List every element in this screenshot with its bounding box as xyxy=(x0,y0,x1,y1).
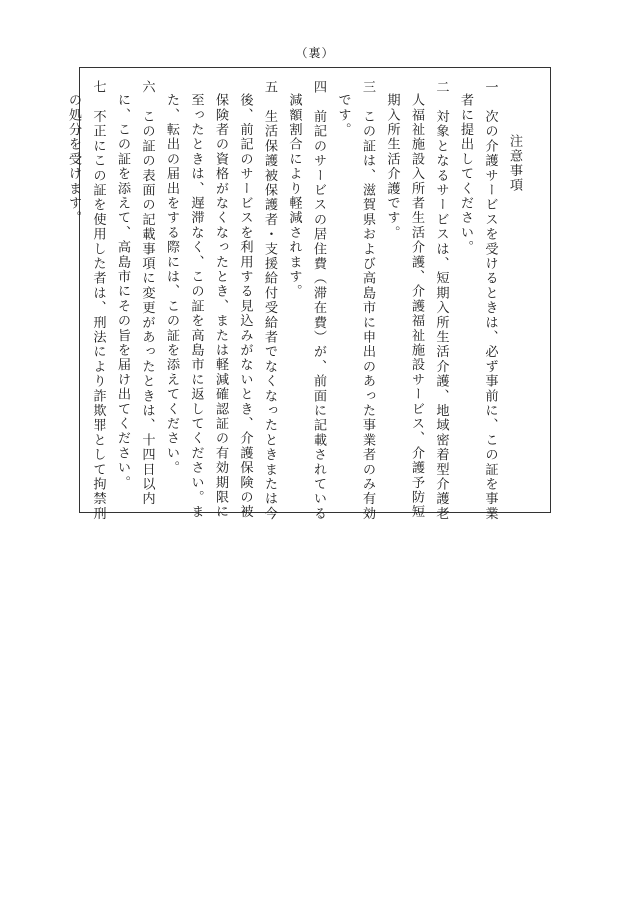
note-item-1-number: 一 xyxy=(482,80,498,95)
note-item-7-line-2: の処分を受けます。 xyxy=(66,93,81,226)
note-item-2 xyxy=(379,80,453,522)
note-item-5-line-4: 至ったときは、遅滞なく、この証を高島市に返してください。ま xyxy=(188,93,204,520)
note-item-6-text: この証の表面の記載事項に変更があったときは、十四日以内 xyxy=(139,109,155,507)
note-item-5-line-1 xyxy=(257,80,282,522)
notice-frame xyxy=(66,67,551,522)
note-item-6-line-1 xyxy=(134,80,159,507)
note-item-5-line-2: 後、前記のサービスを利用する見込みがないとき、介護保険の被 xyxy=(237,93,253,520)
note-item-2-text: 対象となるサービスは、短期入所生活介護、地域密着型介護老 xyxy=(433,109,449,522)
notes-text-column xyxy=(61,80,527,522)
note-item-2-line-3: 期入所生活介護です。 xyxy=(384,93,400,240)
note-item-5-number: 五 xyxy=(262,80,277,95)
note-item-5-line-5: た、転出の届出をする際には、この証を添えてください。 xyxy=(164,93,179,476)
page-side-label: （裏） xyxy=(295,46,335,60)
note-item-6-line-2: に、この証を添えて、高島市にその旨を届け出てください。 xyxy=(115,93,130,490)
note-item-5-line-3: 保険者の資格がなくなったとき、または軽減確認証の有効期限に xyxy=(213,93,228,520)
note-item-4-number: 四 xyxy=(311,80,326,95)
note-item-1-text: 次の介護サービスを受けるときは、必ず事前に、この証を事業 xyxy=(482,109,498,522)
note-item-2-number: 二 xyxy=(433,80,449,95)
note-item-4 xyxy=(281,80,330,522)
note-item-2-line-1 xyxy=(428,80,453,522)
note-item-3-line-2: です。 xyxy=(335,93,351,138)
note-item-3-line-1 xyxy=(355,80,380,522)
note-item-3 xyxy=(330,80,379,522)
note-item-3-number: 三 xyxy=(360,80,375,95)
note-item-4-text: 前記のサービスの居住費（滞在費）が、前面に記載されている xyxy=(311,109,326,522)
note-item-7-line-1 xyxy=(85,80,110,522)
note-item-5-text: 生活保護被保護者・支援給付受給者でなくなったときまたは今 xyxy=(262,109,277,522)
note-item-5 xyxy=(159,80,282,522)
note-item-6-number: 六 xyxy=(139,80,155,95)
note-item-7-text: 不正にこの証を使用した者は、刑法により詐欺罪として拘禁刑 xyxy=(90,109,106,522)
note-item-1-line-2: 者に提出してください。 xyxy=(458,93,473,255)
note-item-4-line-1 xyxy=(306,80,331,522)
notes-title: 注意事項 xyxy=(507,134,522,193)
note-item-6 xyxy=(110,80,159,507)
note-item-3-text: この証は、滋賀県および高島市に申出のあった事業者のみ有効 xyxy=(360,109,375,522)
note-item-1-line-1 xyxy=(477,80,502,522)
note-item-1 xyxy=(453,80,502,522)
note-item-7 xyxy=(61,80,110,522)
note-item-2-line-2: 人福祉施設入所者生活介護、介護福祉施設サービス、介護予防短 xyxy=(409,93,424,520)
note-item-7-number: 七 xyxy=(90,80,106,95)
note-item-4-line-2: 減額割合により軽減されます。 xyxy=(286,93,302,299)
